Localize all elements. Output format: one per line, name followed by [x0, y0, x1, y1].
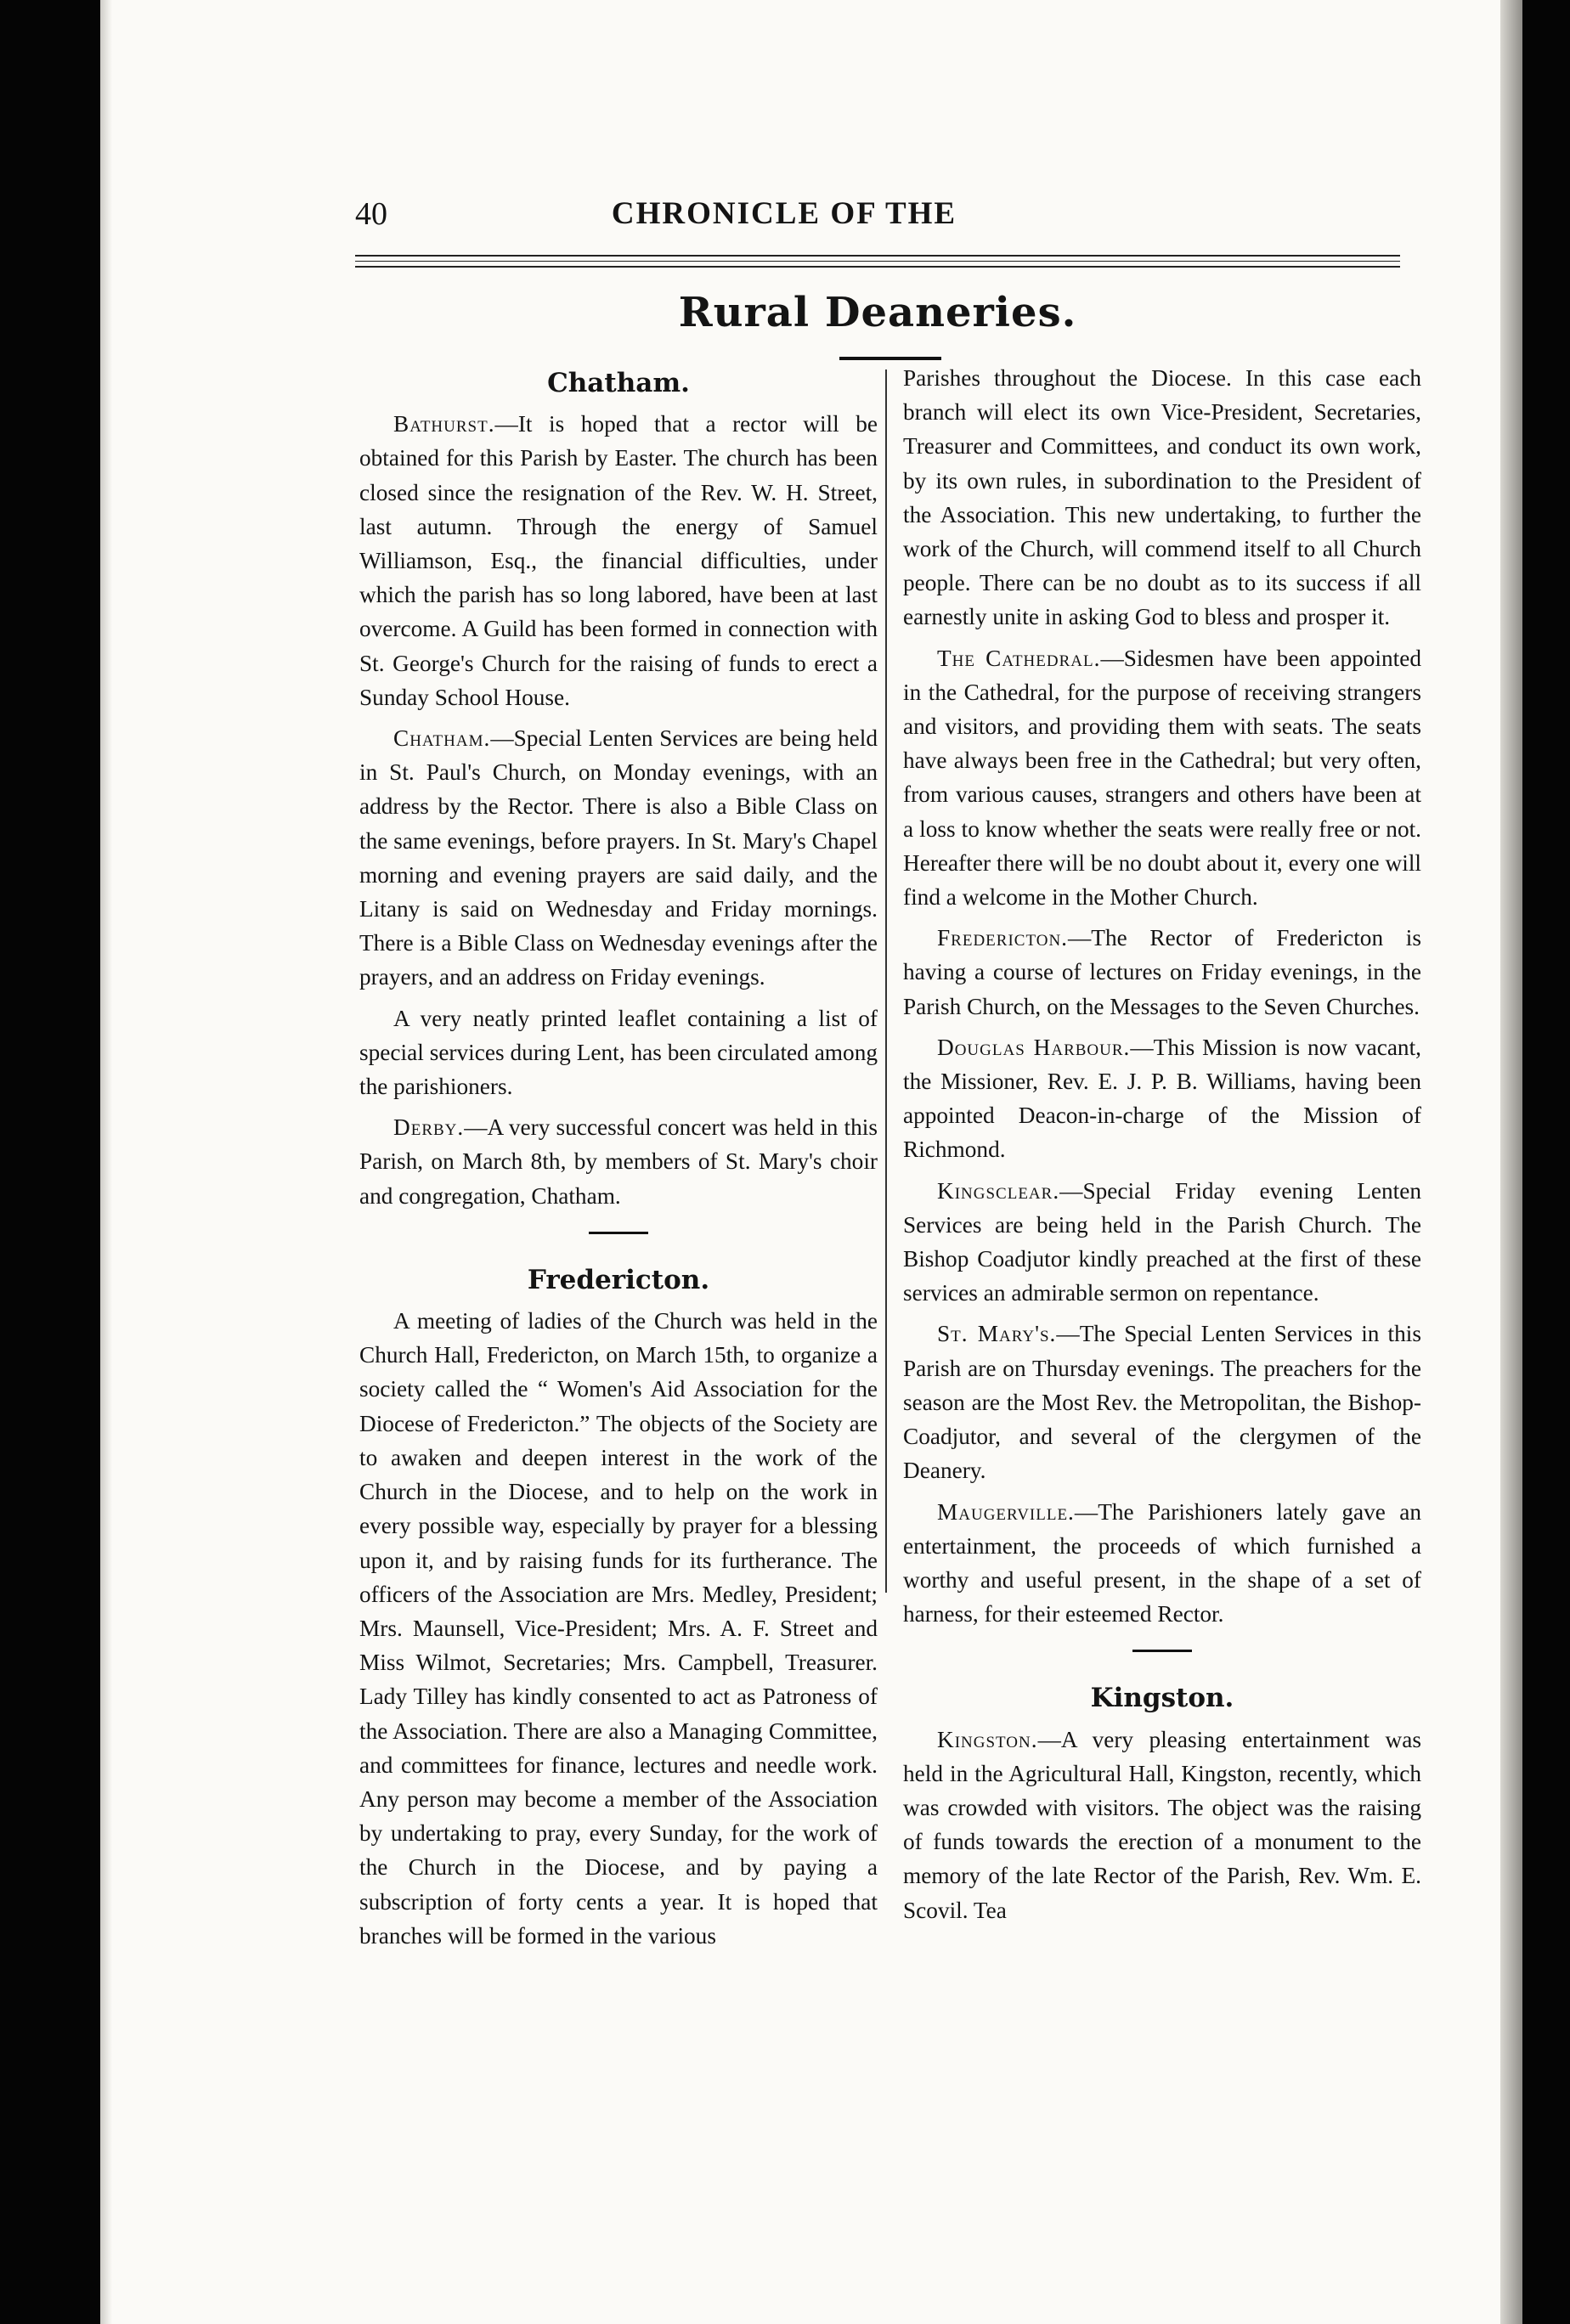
- maugerville-paragraph: [903, 1495, 1421, 1632]
- st-marys-paragraph: [903, 1317, 1421, 1487]
- bathurst-lead: Bathurst.: [393, 411, 495, 437]
- column-divider: [885, 369, 887, 1593]
- header-rule: [355, 255, 1400, 257]
- continuation-paragraph: Parishes throughout the Diocese. In this case each branch will elect its own Vice-President, Secretaries, Treasurer and Committees, and conduct its own work, by its own rules, in subordination to the President of the Association. This new undertaking, to further the work of the Church, will commend itself to all Church people. There can be no doubt as to its success if all earnestly unite in asking God to bless and prosper it.: [903, 365, 1421, 630]
- kingston-lead: Kingston.: [937, 1726, 1038, 1752]
- section-divider: [589, 1232, 648, 1234]
- page-edge-shadow: [100, 0, 112, 2324]
- cathedral-lead: The Cathedral.: [937, 645, 1101, 671]
- derby-text: —A very successful concert was held in this Parish, on March 8th, by members of St. Mary's choir and congregation, Chatham.: [359, 1114, 878, 1209]
- derby-lead: Derby.: [393, 1114, 465, 1141]
- bathurst-paragraph: [359, 407, 878, 714]
- chatham-paragraph: [359, 721, 878, 995]
- kingsclear-lead: Kingsclear.: [937, 1177, 1060, 1204]
- chatham-heading: Chatham.: [547, 368, 690, 398]
- maugerville-lead: Maugerville.: [937, 1498, 1075, 1525]
- cathedral-text: —Sidesmen have been appointed in the Cathedral, for the purpose of receiving strangers and visitors, and providing them with seats. The seats have always been free in the Cathedral; but very often, from various causes, strangers and others have been at a loss to know whether the seats were really free or not. Hereafter there will be no doubt about it, every one will find a welcome in the Mother Church.: [903, 645, 1421, 911]
- running-header: [355, 195, 1434, 238]
- leaflet-paragraph: A very neatly printed leaflet containing a list of special services during Lent, has been circulated among the parishioners.: [359, 1005, 878, 1100]
- fredericton-note-text: —The Rector of Fredericton is having a course of lectures on Friday evenings, in the Parish Church, on the Messages to the Seven Churches.: [903, 925, 1421, 1019]
- page-number: 40: [355, 196, 387, 232]
- douglas-harbour-text: —This Mission is now vacant, the Missioner, Rev. E. J. P. B. Williams, having been appointed Deacon-in-charge of the Mission of Richmond.: [903, 1034, 1421, 1163]
- fredericton-heading: Fredericton.: [527, 1264, 710, 1295]
- chatham-text: —Special Lenten Services are being held in St. Paul's Church, on Monday evenings, with an address by the Rector. There is also a Bible Class on the same evenings, before prayers. In St. Mary's Chapel morning and evening prayers are said daily, and the Litany is said on Wednesday and Friday mornings. There is a Bible Class on Wednesday evenings after the prayers, and an address on Friday evenings.: [359, 725, 878, 990]
- fredericton-paragraph: A meeting of ladies of the Church was held in the Church Hall, Fredericton, on March 15th, to organize a society called the “ Women's Aid Association for the Diocese of Fredericton.” The objects of the Society are to awaken and deepen interest in the work of the Church in the Diocese, and to help on the work in every possible way, especially by prayer for a blessing upon it, and by raising funds for its furtherance. The officers of the Association are Mrs. Medley, President; Mrs. Maunsell, Vice-President; Mrs. A. F. Street and Miss Wilmot, Secretaries; Mrs. Campbell, Treasurer. Lady Tilley has kindly consented to act as Patroness of the Association. There are also a Managing Committee, and committees for finance, lectures and needle work. Any person may become a member of the Association by undertaking to pray, every Sunday, for the work of the Church in the Diocese, and by paying a subscription of forty cents a year. It is hoped that branches will be formed in the various: [359, 1308, 878, 1949]
- st-marys-lead: St. Mary's.: [937, 1321, 1057, 1347]
- douglas-harbour-lead: Douglas Harbour.: [937, 1034, 1131, 1060]
- kingsclear-paragraph: [903, 1174, 1421, 1311]
- derby-paragraph: [359, 1110, 878, 1213]
- fredericton-lead: Fredericton.: [937, 925, 1068, 951]
- section-divider: [1132, 1650, 1192, 1652]
- chatham-lead: Chatham.: [393, 725, 491, 752]
- left-column: [359, 361, 878, 1960]
- kingston-text: —A very pleasing entertainment was held in the Agricultural Hall, Kingston, recently, which was crowded with visitors. The object was the raising of funds towards the erection of a monument to the memory of the late Rector of the Parish, Rev. Wm. E. Scovil. Tea: [903, 1726, 1421, 1923]
- fredericton-note-paragraph: [903, 921, 1421, 1024]
- header-rule: [355, 261, 1400, 262]
- page-gutter-shadow: [1500, 0, 1522, 2324]
- title-rule: [839, 357, 941, 360]
- page: [100, 0, 1522, 2324]
- douglas-harbour-paragraph: [903, 1030, 1421, 1167]
- kingston-heading: Kingston.: [1090, 1683, 1234, 1714]
- cathedral-paragraph: [903, 641, 1421, 915]
- right-column: [903, 361, 1421, 1934]
- header-rule: [355, 266, 1400, 268]
- kingsclear-text: —Special Friday evening Lenten Services are being held in the Parish Church. The Bishop Coadjutor kindly preached at the first of these services an admirable sermon on repentance.: [903, 1177, 1421, 1306]
- bathurst-text: —It is hoped that a rector will be obtained for this Parish by Easter. The church has been closed since the resignation of the Rev. W. H. Street, last autumn. Through the energy of Samuel Williamson, Esq., the financial difficulties, under which the parish has so long labored, have been at last overcome. A Guild has been formed in connection with St. George's Church for the raising of funds to erect a Sunday School House.: [359, 411, 878, 710]
- kingston-paragraph: [903, 1723, 1421, 1927]
- running-title: CHRONICLE OF THE: [611, 196, 957, 231]
- st-marys-text: —The Special Lenten Services in this Parish are on Thursday evenings. The preachers for the season are the Most Rev. the Metropolitan, the Bishop-Coadjutor, and several of the clergymen of the Deanery.: [903, 1321, 1421, 1484]
- maugerville-text: —The Parishioners lately gave an entertainment, the proceeds of which furnished a worthy and useful present, in the shape of a set of harness, for their esteemed Rector.: [903, 1498, 1421, 1627]
- section-title: Rural Deaneries.: [678, 289, 1077, 336]
